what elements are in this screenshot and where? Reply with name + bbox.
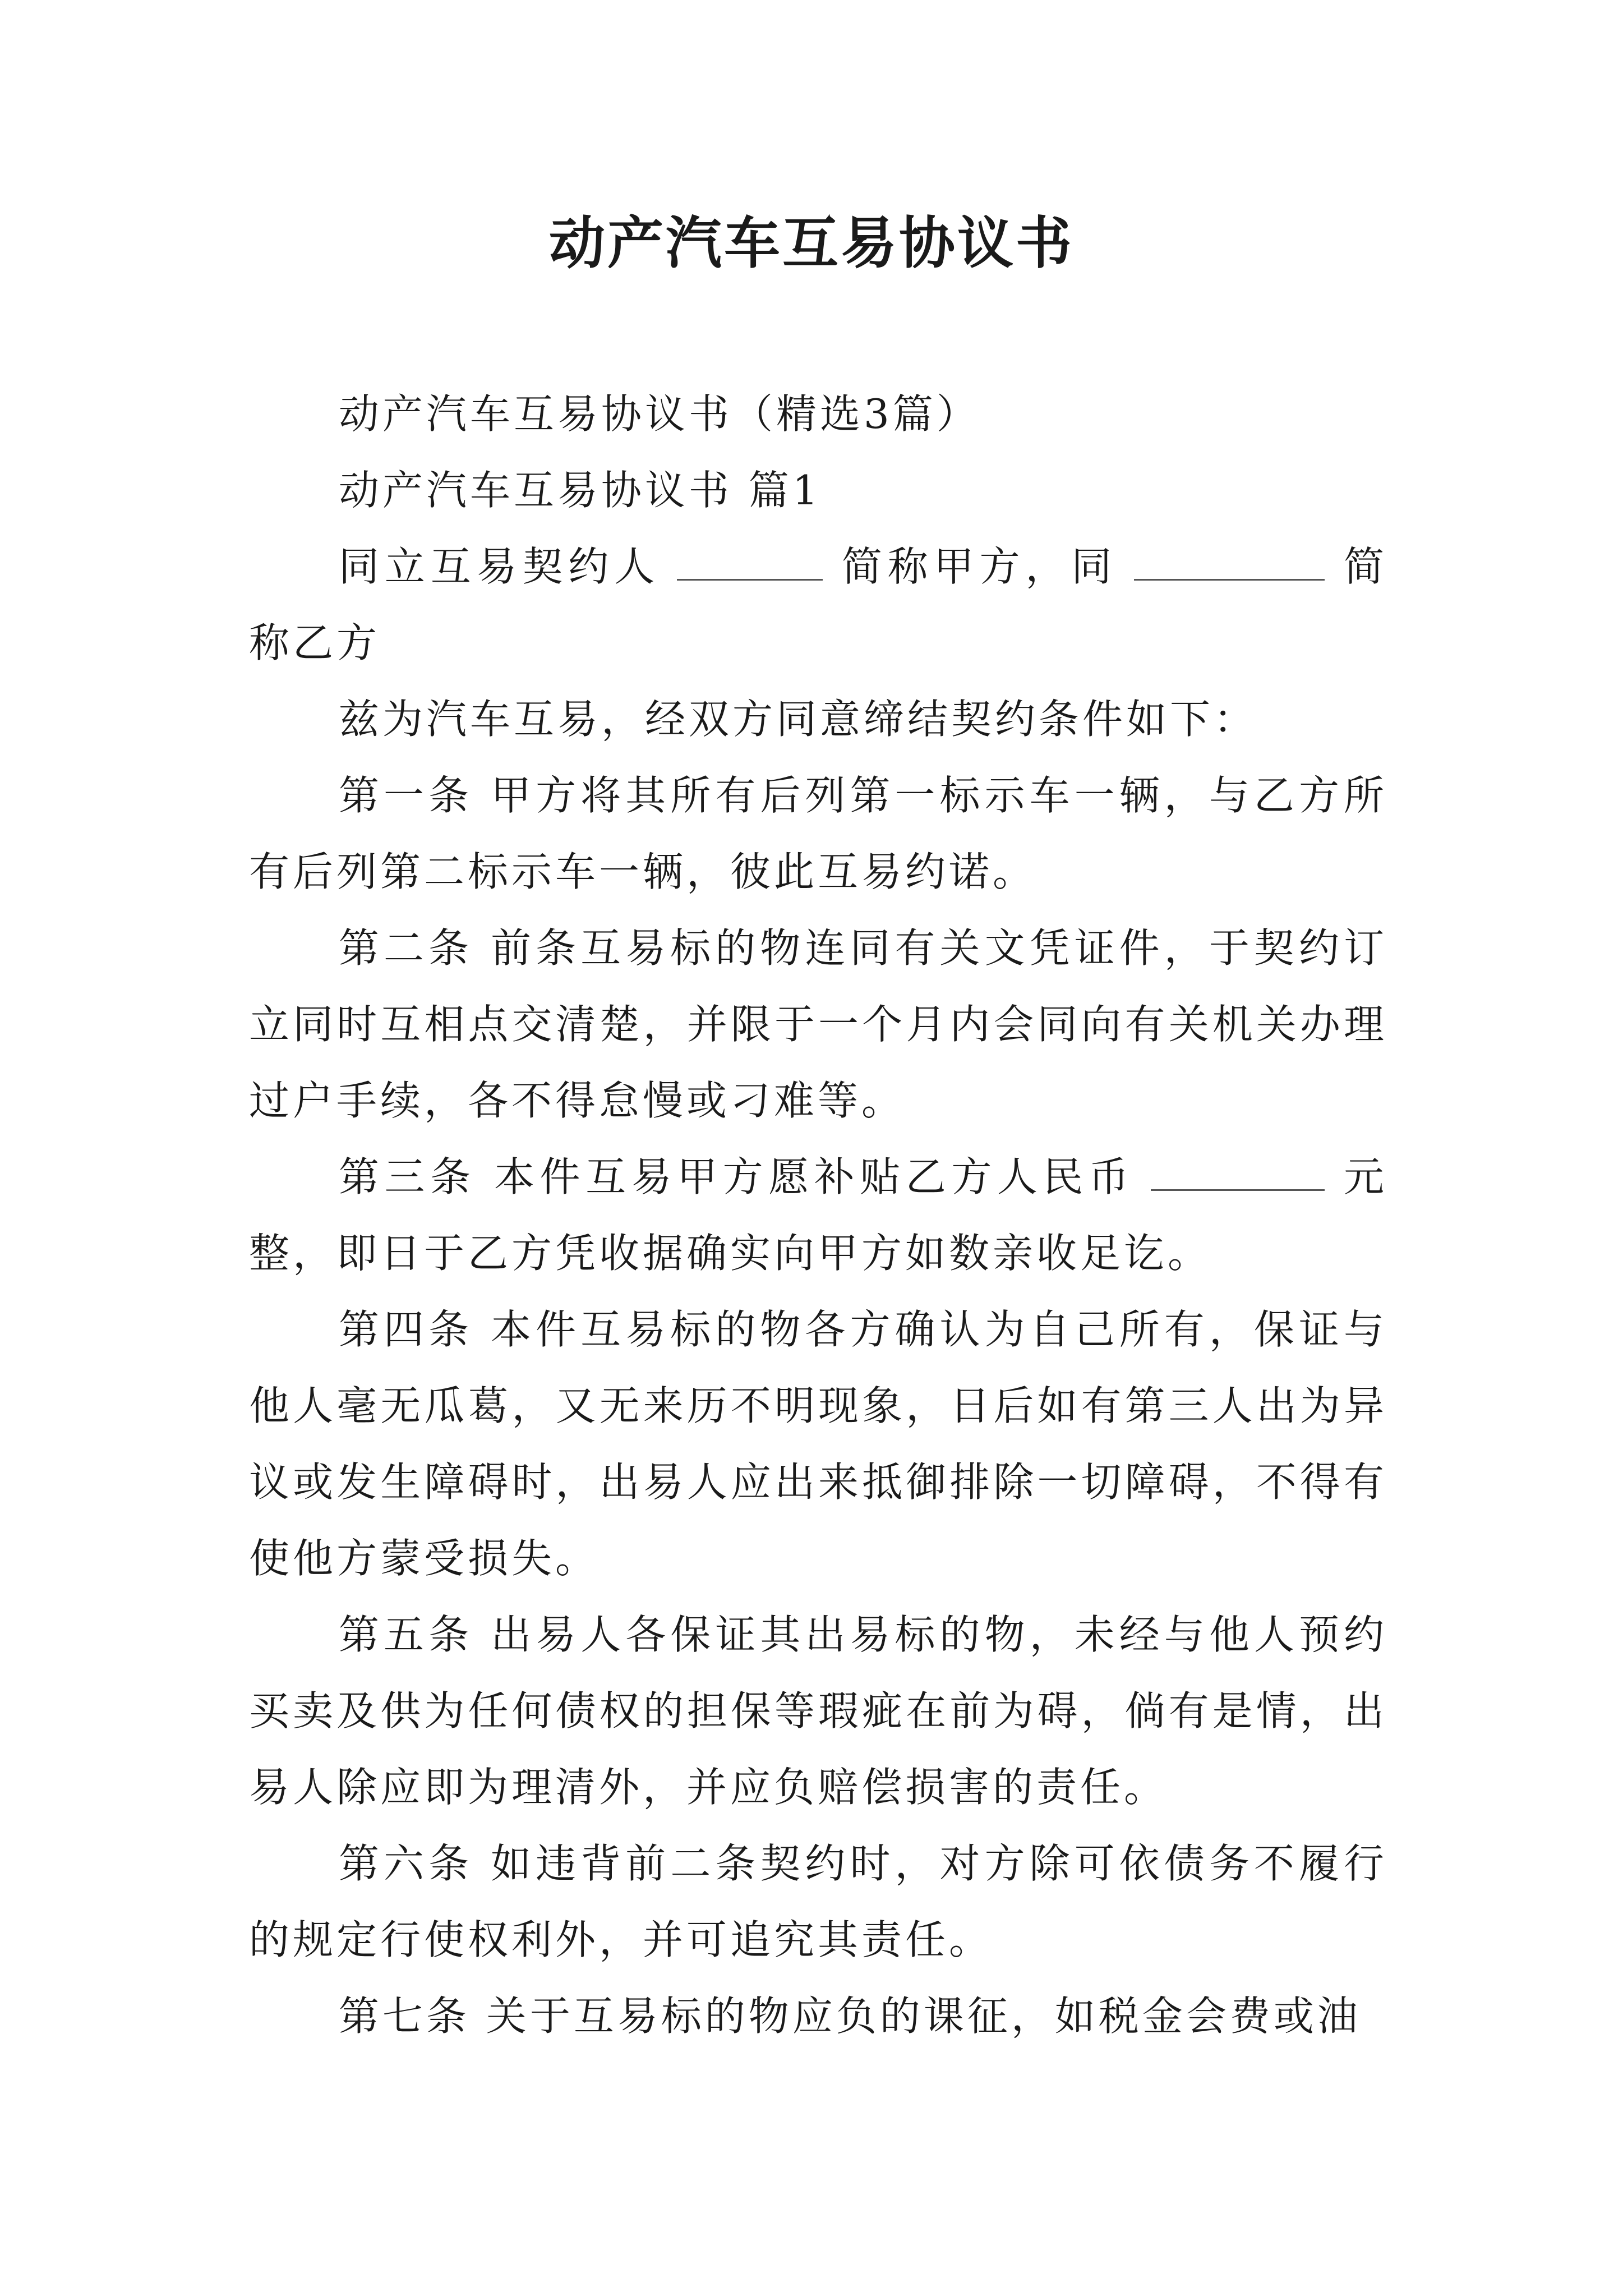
article-3-text-2: 元整，即日于乙方凭收据确实向甲方如数亲收足讫。 [249,1153,1387,1277]
article-5: 第五条 出易人各保证其出易标的物，未经与他人预约买卖及供为任何债权的担保等瑕疵在前为碍，倘有是情，出易人除应即为理清外，并应负赔偿损害的责任。 [249,1611,1387,1811]
document-subtitle: 动产汽车互易协议书（精选3篇） [339,390,980,438]
intro-paragraph: 兹为汽车互易，经双方同意缔结契约条件如下： [339,696,1258,743]
article-6: 第六条 如违背前二条契约时，对方除可依债务不履行的规定行使权利外，并可追究其责任。 [249,1840,1387,1963]
document-body [249,376,1387,2054]
parties-paragraph [249,528,1387,681]
document-title: 动产汽车互易协议书 [549,210,1074,276]
party-a-blank [677,547,823,581]
amount-blank [1151,1158,1325,1191]
article-7: 第七条 关于互易标的物应负的课征，如税金会费或油 [339,1993,1361,2040]
article-3-text-1: 第三条 本件互易甲方愿补贴乙方人民币 [339,1153,1135,1200]
party-b-blank [1134,547,1325,581]
parties-text-3: 简称乙方 [249,543,1387,666]
section-heading: 动产汽车互易协议书 篇1 [339,467,822,514]
article-2: 第二条 前条互易标的物连同有关文凭证件，于契约订立同时互相点交清楚，并限于一个月内会同向有关机关办理过户手续，各不得怠慢或刁难等。 [249,924,1387,1124]
article-1: 第一条 甲方将其所有后列第一标示车一辆，与乙方所有后列第二标示车一辆，彼此互易约诺。 [249,772,1387,895]
parties-text-1: 同立互易契约人 [339,543,661,590]
article-4: 第四条 本件互易标的物各方确认为自己所有，保证与他人毫无瓜葛，又无来历不明现象，日后如有第三人出为异议或发生障碍时，出易人应出来抵御排除一切障碍，不得有使他方蒙受损失。 [249,1306,1387,1582]
parties-text-2: 简称甲方，同 [840,543,1118,590]
article-3 [249,1139,1387,1291]
